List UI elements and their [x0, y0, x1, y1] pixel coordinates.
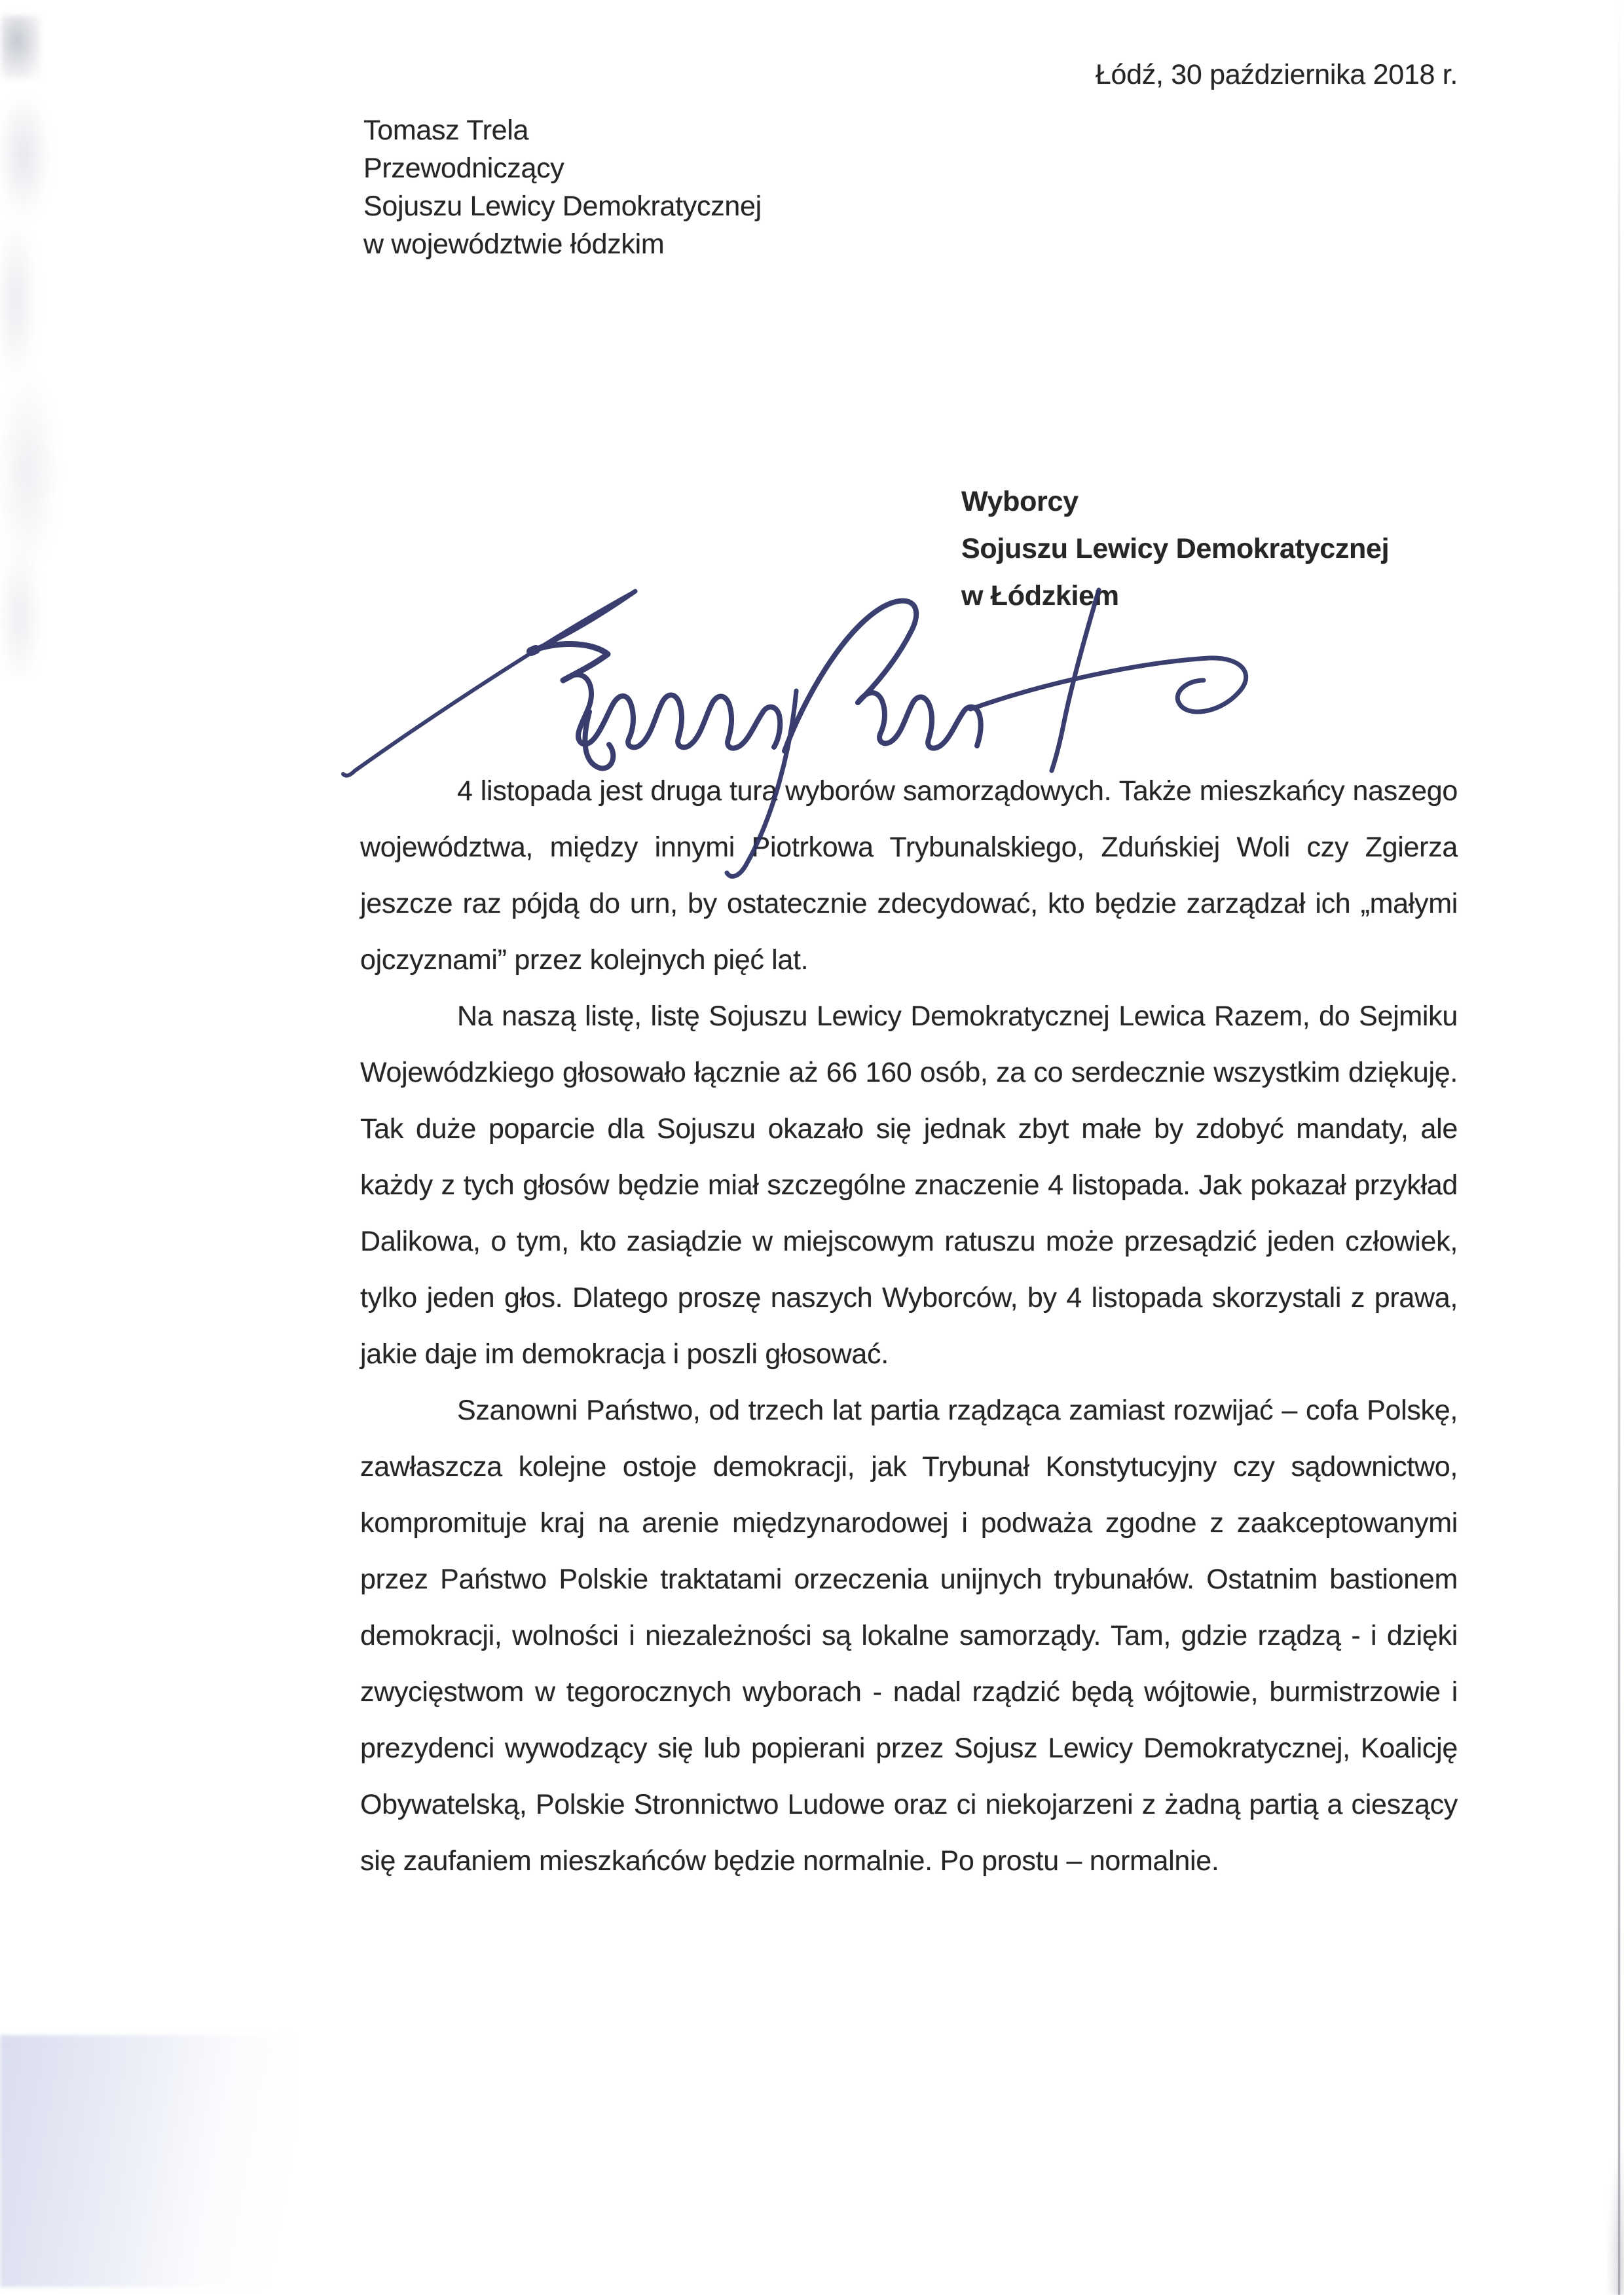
sender-organization: Sojuszu Lewicy Demokratycznej: [363, 191, 762, 222]
scan-smudge-left-edge: [0, 98, 79, 674]
scan-smudge-top-left: [1, 16, 41, 79]
recipient-line-3: w Łódzkiem: [961, 580, 1119, 612]
sender-region: w województwie łódzkim: [363, 229, 665, 260]
sender-name: Tomasz Trela: [363, 115, 529, 146]
recipient-line-1: Wyborcy: [961, 486, 1079, 517]
handwritten-signature: [282, 553, 1303, 894]
scan-shadow-bottom-left: [0, 2035, 295, 2287]
sender-role: Przewodniczący: [363, 153, 564, 184]
date-line: Łódź, 30 października 2018 r.: [1095, 59, 1458, 90]
letter-body: [360, 763, 1458, 1889]
scan-smudge-bottom-right: [1607, 2151, 1624, 2295]
sender-block: [363, 111, 762, 263]
handwritten-signature-ink: [282, 553, 1303, 894]
recipient-line-2: Sojuszu Lewicy Demokratycznej: [961, 533, 1390, 564]
scan-line-right-edge: [1618, 0, 1620, 2295]
body-paragraph-3: Szanowni Państwo, od trzech lat partia rządząca zamiast rozwijać – cofa Polskę, zawłaszcza kolejne ostoje demokracji, jak Trybunał Konstytucyjny czy sądownictwo, kompromituje kraj na arenie międzynarodowej i podważa zgodne z zaakceptowanymi przez Państwo Polskie traktatami orzeczenia unijnych trybunałów. Ostatnim bastionem demokracji, wolności i niezależności są lokalne samorządy. Tam, gdzie rządzą - i dzięki zwycięstwom w tegorocznych wyborach - nadal rządzić będą wójtowie, burmistrzowie i prezydenci wywodzący się lub popierani przez Sojusz Lewicy Demokratycznej, Koalicję Obywatelską, Polskie Stronnictwo Ludowe oraz ci niekojarzeni z żadną partią a cieszący się zaufaniem mieszkańców będzie normalnie. Po prostu – normalnie.: [360, 1395, 1458, 1877]
body-paragraph-2: Na naszą listę, listę Sojuszu Lewicy Demokratycznej Lewica Razem, do Sejmiku Wojewódzkiego głosowało łącznie aż 66 160 osób, za co serdecznie wszystkim dziękuję. Tak duże poparcie dla Sojuszu okazało się jednak zbyt małe by zdobyć mandaty, ale każdy z tych głosów będzie miał szczególne znaczenie 4 listopada. Jak pokazał przykład Dalikowa, o tym, kto zasiądzie w miejscowym ratuszu może przesądzić jeden człowiek, tylko jeden głos. Dlatego proszę naszych Wyborców, by 4 listopada skorzystali z prawa, jakie daje im demokracja i poszli głosować.: [360, 1001, 1458, 1370]
body-paragraph-1: 4 listopada jest druga tura wyborów samorządowych. Także mieszkańcy naszego województwa, między innymi Piotrkowa Trybunalskiego, Zduńskiej Woli czy Zgierza jeszcze raz pójdą do urn, by ostatecznie zdecydować, kto będzie zarządzał ich „małymi ojczyznami” przez kolejnych pięć lat.: [360, 775, 1458, 976]
